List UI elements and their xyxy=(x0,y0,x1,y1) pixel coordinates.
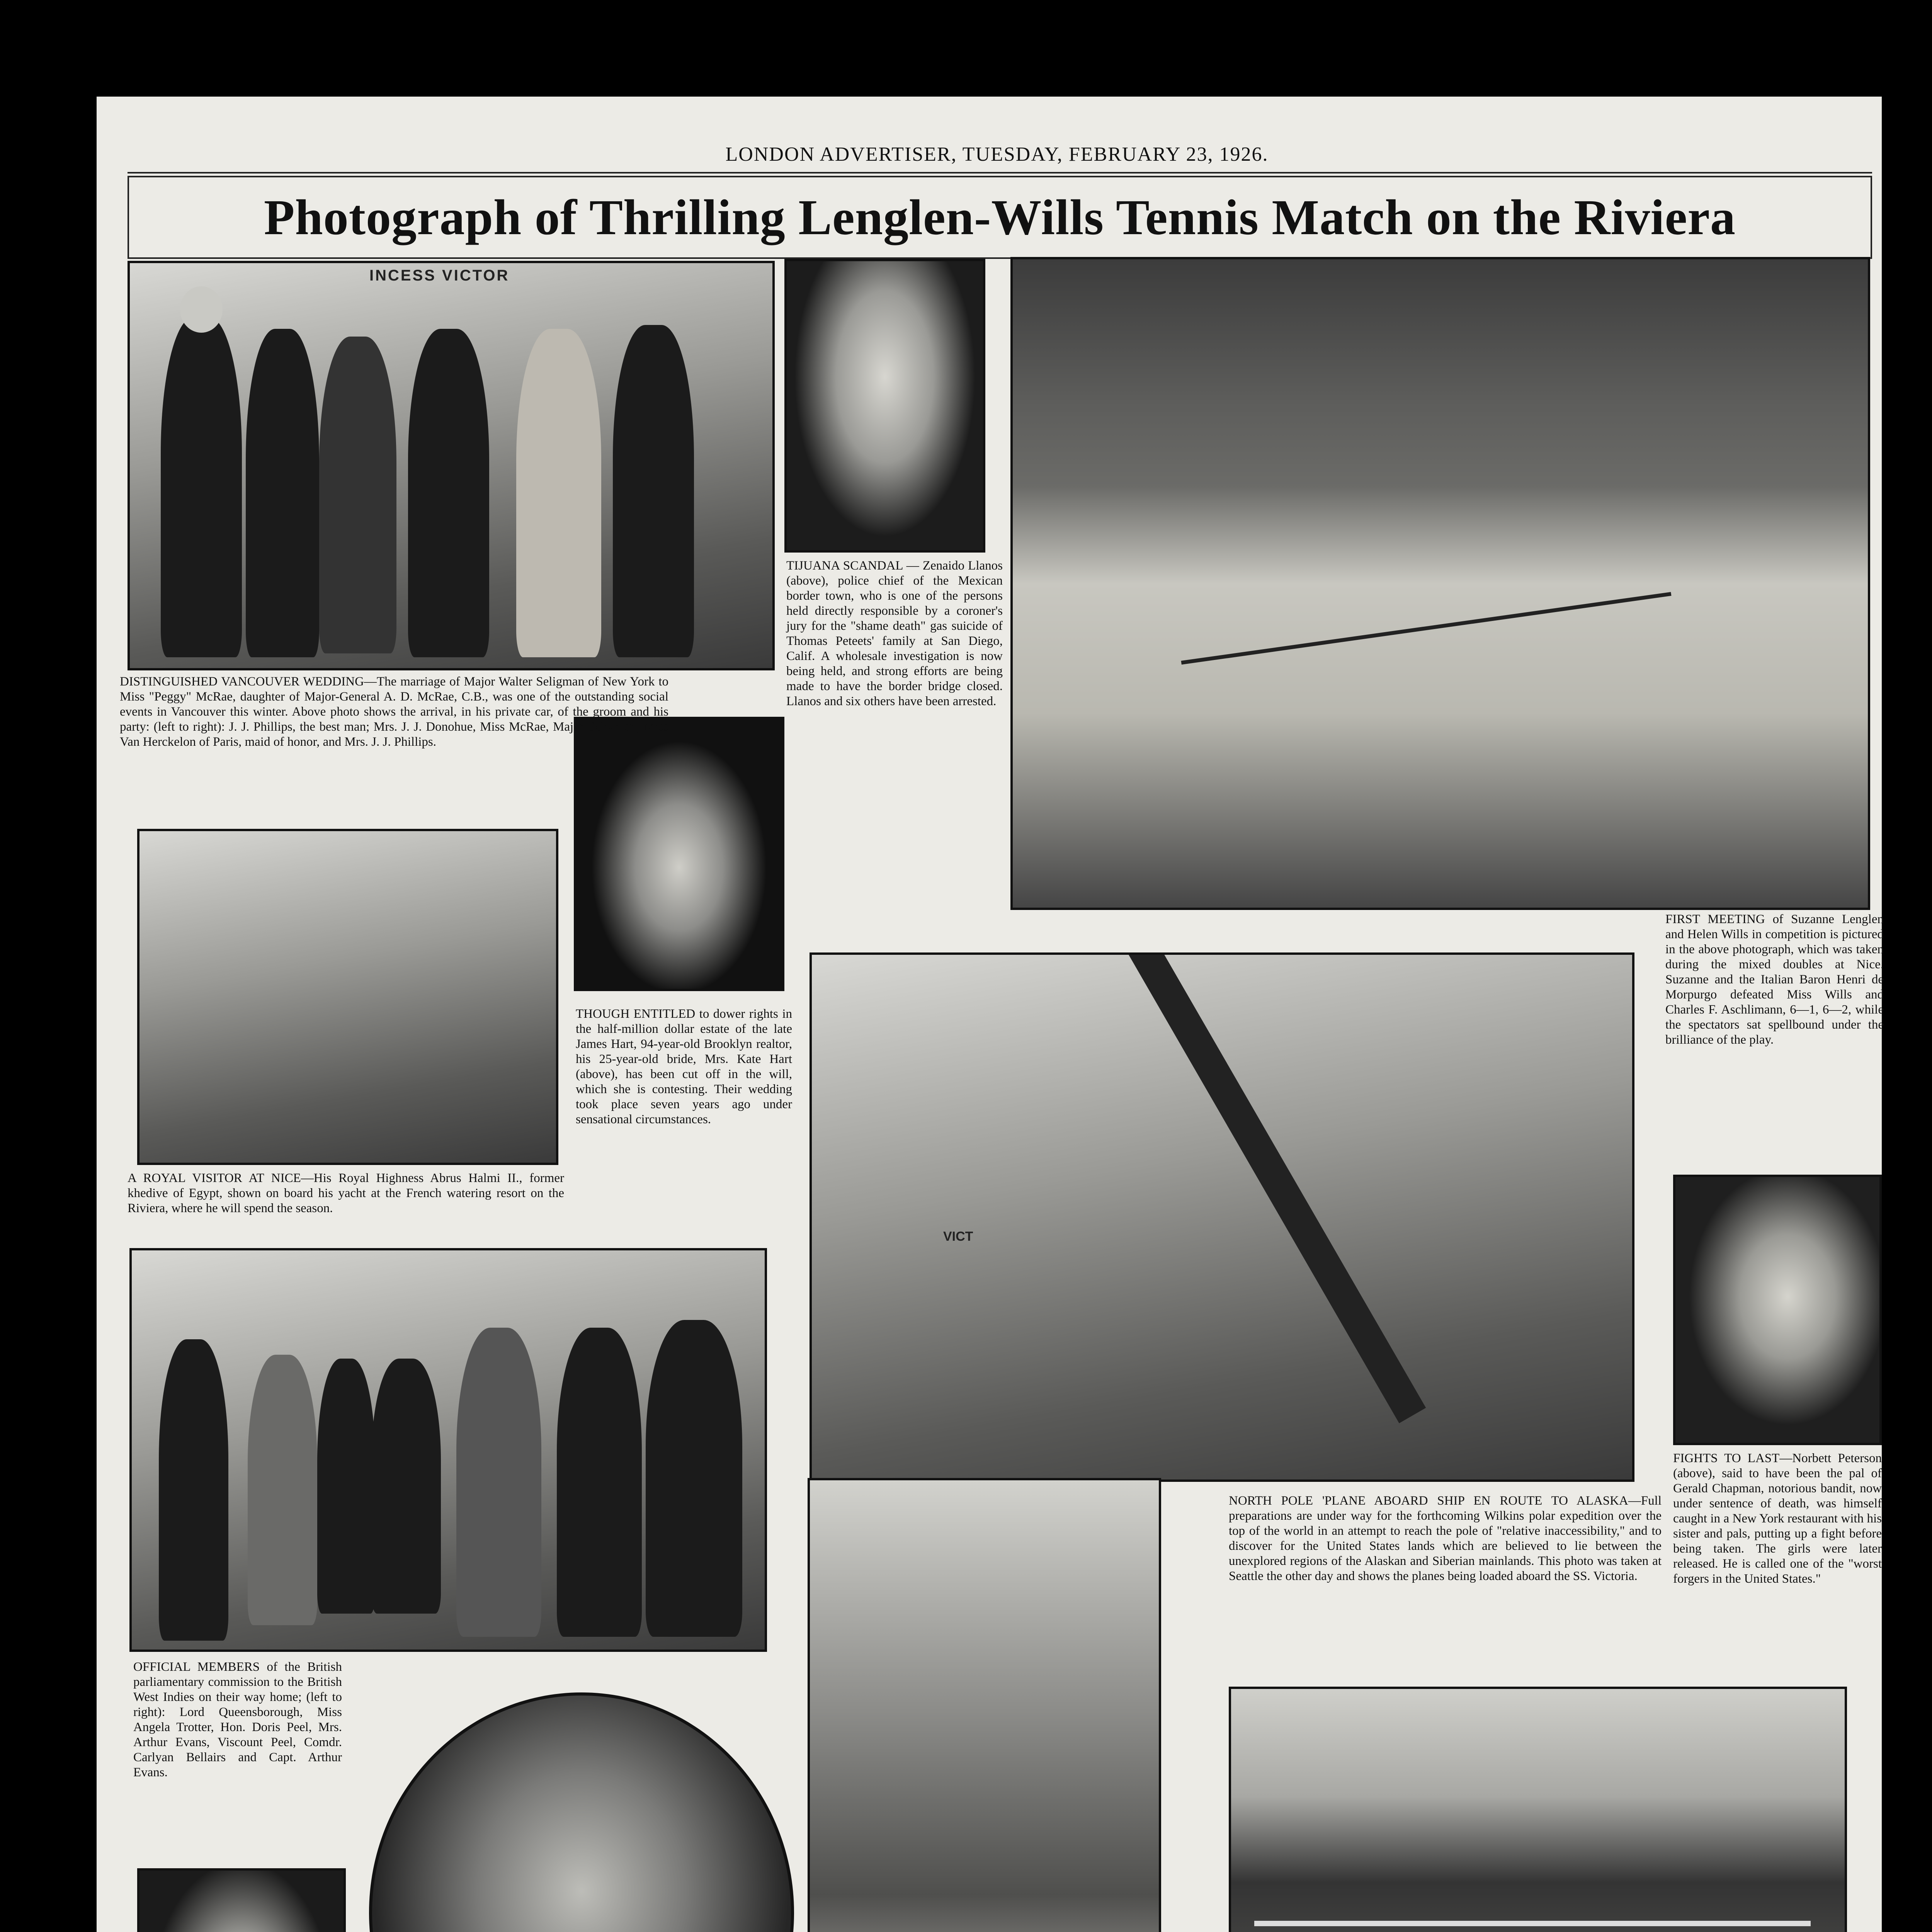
figure xyxy=(246,329,319,657)
photo-north-pole-plane xyxy=(810,952,1634,1482)
photo-duke-of-leeds xyxy=(137,1868,346,1932)
figure xyxy=(516,329,601,657)
caption-norbett-peterson: FIGHTS TO LAST—Norbett Peterson (above), said to have been the pal of Gerald Chapman, notorious bandit, now under sentence of death, was himself caught in a New York restaurant with his sister and pals, putting up a fight before being taken. The girls were later released. He is called one of the "worst forgers in the United States." xyxy=(1673,1451,1882,1586)
figure xyxy=(159,1339,228,1641)
caption-tijuana-scandal: TIJUANA SCANDAL — Zenaido Llanos (above), police chief of the Mexican border town, who is one of the persons held directly responsible by a coroner's jury for the "shame death" gas suicide of Thomas Peteets' family at San Diego, Calif. A wholesale investigation is now being held, and strong efforts are being made to have the border bridge closed. Llanos and six others have been arrested. xyxy=(786,559,1003,708)
masthead: LONDON ADVERTISER, TUESDAY, FEBRUARY 23, 1926. xyxy=(725,143,1269,165)
figure xyxy=(456,1328,541,1637)
caption-north-pole-plane: NORTH POLE 'PLANE ABOARD SHIP EN ROUTE TO ALASKA—Full preparations are under way for the forthcoming Wilkins polar expedition over the top of the world in an attempt to reach the pole of "relative inaccessibility," and to discover for the United States lands which are believed to lie between the unexplored regions of the Alaskan and Siberian mainlands. This photo was taken at Seattle the other day and shows the planes being loaded aboard the SS. Victoria. xyxy=(1229,1494,1662,1583)
figure xyxy=(161,317,242,657)
figure xyxy=(248,1355,317,1625)
figure xyxy=(319,337,396,653)
headline-box xyxy=(128,176,1872,259)
caption-royal-visitor: A ROYAL VISITOR AT NICE—His Royal Highness Abrus Halmi II., former khedive of Egypt, shown on board his yacht at the French watering resort on the Riviera, where he will spend the season. xyxy=(128,1171,564,1215)
figure xyxy=(408,329,489,657)
wedding-sign: INCESS VICTOR xyxy=(369,267,510,284)
figure xyxy=(317,1359,375,1614)
tennis-net xyxy=(1181,592,1672,665)
caption-official-members: OFFICIAL MEMBERS of the British parliamentary commission to the British West Indies on their way home; (left to right): Lord Queensborough, Miss Angela Trotter, Hon. Doris Peel, Mrs. Arthur Evans, Viscount Peel, Comdr. Carlyan Bellairs and Capt. Arthur Evans. xyxy=(133,1660,342,1779)
photo-kate-hart xyxy=(574,717,784,991)
top-rule xyxy=(128,172,1872,173)
photo-tennis-match xyxy=(1010,257,1870,910)
figure xyxy=(371,1359,441,1614)
photo-three-pound-look xyxy=(1229,1687,1847,1932)
photo-royal-visitor xyxy=(137,829,558,1165)
figure xyxy=(646,1320,742,1637)
photo-norbett-peterson xyxy=(1673,1175,1882,1445)
crane-boom xyxy=(1129,952,1426,1423)
figure xyxy=(557,1328,642,1637)
photo-official-members xyxy=(129,1248,767,1652)
figure-head xyxy=(180,286,223,333)
photo-vancouver-wedding xyxy=(128,261,775,670)
ship-label: VICT xyxy=(943,1229,973,1244)
caption-vancouver-wedding: DISTINGUISHED VANCOUVER WEDDING—The marriage of Major Walter Seligman of New York to Miss "Peggy" McRae, daughter of Major-General A. D. McRae, C.B., was one of the outstanding social events in Vancouver this winter. Above photo shows the arrival, in his private car, of the groom and his party: (left to right): J. J. Phillips, the best man; Mrs. J. J. Donohue, Miss McRae, Major Seligman, Miss Van Herckelon of Paris, maid of honor, and Mrs. J. J. Phillips. xyxy=(120,675,668,749)
photo-zenaido-llanos xyxy=(784,259,985,553)
caption-tennis-match: FIRST MEETING of Suzanne Lenglen and Helen Wills in competition is pictured in the above photograph, which was taken during the mixed doubles at Nice. Suzanne and the Italian Baron Henri de Morpurgo defeated Miss Wills and Charles F. Aschlimann, 6—1, 6—2, while the spectators sat spellbound under the brilliance of the play. xyxy=(1665,912,1884,1047)
caption-kate-hart: THOUGH ENTITLED to dower rights in the half-million dollar estate of the late James Hart, 94-year-old Brooklyn realtor, his 25-year-old bride, Mrs. Kate Hart (above), has been cut off in the will, which she is contesting. Their wedding took place seven years ago under sensational circumstances. xyxy=(576,1007,792,1126)
figure xyxy=(613,325,694,657)
photo-umpire-riveting xyxy=(808,1478,1161,1932)
ship-rail xyxy=(1254,1921,1811,1926)
page-headline: Photograph of Thrilling Lenglen-Wills Tennis Match on the Riviera xyxy=(264,189,1736,245)
